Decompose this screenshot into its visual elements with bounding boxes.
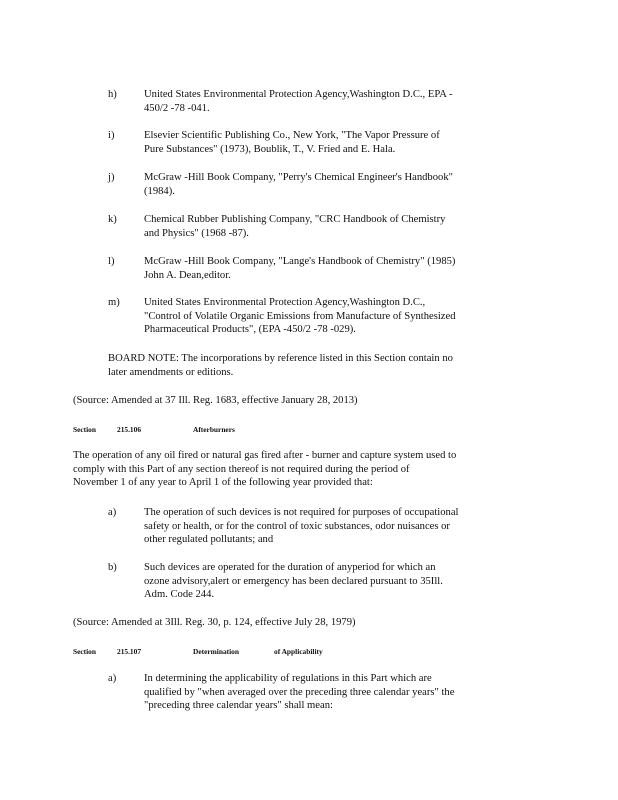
text-line: November 1 of any year to April 1 of the following year provided that: <box>73 477 373 489</box>
text-line: Chemical Rubber Publishing Company, "CRC Handbook of Chemistry <box>144 214 446 225</box>
text-line: Pure Substances" (1973), Boublik, T., V. Fried and E. Hala. <box>144 143 396 155</box>
reference-label: k) <box>108 214 117 225</box>
section-paragraph <box>73 449 513 490</box>
reference-label: h) <box>108 89 117 100</box>
subsection-label: a) <box>108 507 117 518</box>
section-label: Section <box>73 425 96 434</box>
text-line: later amendments or editions. <box>108 366 234 378</box>
reference-label: l) <box>108 256 115 267</box>
text-line: qualified by "when averaged over the preceding three calendar years" the <box>144 686 455 698</box>
subsection-text <box>144 561 504 602</box>
section-title: Determination <box>193 647 239 656</box>
reference-text <box>144 88 504 115</box>
reference-text <box>144 213 504 240</box>
reference-text <box>144 171 504 198</box>
text-line: United States Environmental Protection Agency,Washington D.C., <box>144 297 426 308</box>
text-line: John A. Dean,editor. <box>144 269 231 281</box>
source-note: (Source: Amended at 3Ill. Reg. 30, p. 124, effective July 28, 1979) <box>73 617 356 628</box>
reference-text <box>144 296 504 337</box>
subsection-text <box>144 506 504 547</box>
text-line: other regulated pollutants; and <box>144 534 274 546</box>
text-line: (1984). <box>144 185 175 197</box>
text-line: safety or health, or for the control of toxic substances, odor nuisances or <box>144 520 450 532</box>
section-number: 215.107 <box>117 647 142 656</box>
text-line: 450/2 -78 -041. <box>144 102 210 114</box>
text-line: "Control of Volatile Organic Emissions from Manufacture of Synthesized <box>144 310 456 322</box>
subsection-label: b) <box>108 562 117 573</box>
text-line: The operation of such devices is not required for purposes of occupational <box>144 507 459 518</box>
source-note: (Source: Amended at 37 Ill. Reg. 1683, effective January 28, 2013) <box>73 395 358 406</box>
text-line: McGraw -Hill Book Company, "Perry's Chemical Engineer's Handbook" <box>144 172 453 183</box>
text-line: and Physics" (1968 -87). <box>144 227 249 239</box>
board-note <box>108 352 508 379</box>
subsection-text <box>144 672 504 713</box>
text-line: Adm. Code 244. <box>144 589 215 601</box>
section-number: 215.106 <box>117 425 142 434</box>
section-title-continued: of Applicability <box>274 647 323 656</box>
text-line: ozone advisory,alert or emergency has been declared pursuant to 35Ill. <box>144 575 443 587</box>
reference-text <box>144 255 504 282</box>
text-line: The operation of any oil fired or natural gas fired after - burner and capture system used to <box>73 450 457 461</box>
reference-label: i) <box>108 130 115 141</box>
subsection-label: a) <box>108 673 117 684</box>
text-line: McGraw -Hill Book Company, "Lange's Handbook of Chemistry" (1985) <box>144 256 456 267</box>
text-line: United States Environmental Protection Agency,Washington D.C., EPA - <box>144 89 453 100</box>
section-label: Section <box>73 647 96 656</box>
text-line: In determining the applicability of regulations in this Part which are <box>144 673 432 684</box>
reference-label: m) <box>108 297 120 308</box>
text-line: Pharmaceutical Products", (EPA -450/2 -78 -029). <box>144 324 356 336</box>
reference-label: j) <box>108 172 115 183</box>
text-line: Elsevier Scientific Publishing Co., New York, "The Vapor Pressure of <box>144 130 440 141</box>
text-line: Such devices are operated for the duration of anyperiod for which an <box>144 562 436 573</box>
text-line: comply with this Part of any section thereof is not required during the period of <box>73 463 410 475</box>
reference-text <box>144 129 504 156</box>
text-line: "preceding three calendar years" shall mean: <box>144 700 333 712</box>
section-title: Afterburners <box>193 425 235 434</box>
text-line: BOARD NOTE: The incorporations by reference listed in this Section contain no <box>108 353 453 364</box>
